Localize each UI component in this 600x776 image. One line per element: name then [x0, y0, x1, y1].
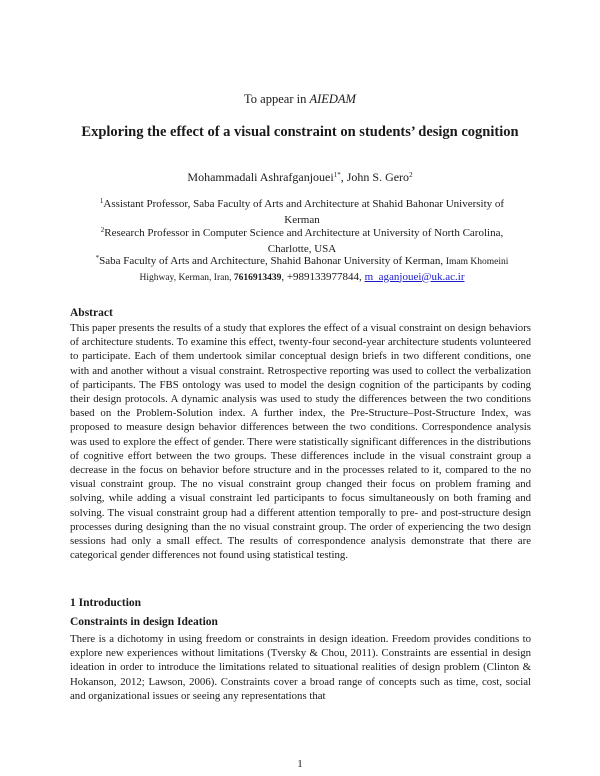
abstract-body: This paper presents the results of a study that explores the effect of a visual constraint on design behaviors of architecture students. To examine this effect, twenty-four second-year architecture students volunteered to participate. Each of them undertook similar conceptual design briefs in two different conditions, one with and another without a visual constraint. Retrospective reporting was used to collect the verbalization of participants. The FBS ontology was used to model the design cognition of the participants by coding their design protocols. A dynamic analysis was used to study the differences between the two conditions based on the Problem-Solution index. A further index, the Pre-Structure–Post-Structure Index, was proposed to measure design behavior differences between the two conditions. Correspondence analysis was used to explore the effect of gender. There were statistically significant differences in the distributions of cognitive effort between the two groups. These differences include in the visual constraint group a decrease in the focus on behavior before structure and in the processes related to it, compared to the no visual constraint group. The no visual constraint group changed their focus on problem framing and solving, while adding a visual constraint led participants to focus simultaneously on both framing and solving. The visual constraint group had a different attention temporally to pre- and post-structure design processes during designing than the no visual constraint group. The order of experiencing the two design sessions had only a small effect. The results of correspondence analysis demonstrate that there are categorical gender differences not found using statistical testing.: [70, 322, 531, 562]
author-1: Mohammadali Ashrafganjouei: [187, 170, 334, 184]
author-separator: ,: [340, 170, 347, 184]
venue-name: AIEDAM: [309, 92, 356, 106]
author-1-mark: 1*: [333, 171, 341, 179]
affiliation-1-mark: 1: [99, 197, 104, 205]
affiliation-2-mark: 2: [100, 226, 105, 234]
introduction-heading: 1 Introduction: [70, 597, 142, 609]
appear-notice: [0, 92, 600, 107]
author-line: [0, 170, 600, 185]
affiliation-2: [82, 226, 522, 256]
affiliation-3-phone: , +989133977844,: [281, 270, 365, 283]
affiliation-1: [82, 197, 522, 227]
paper-title: Exploring the effect of a visual constraint on students’ design cognition: [81, 124, 519, 140]
page-number: 1: [297, 758, 303, 770]
introduction-body: There is a dichotomy in using freedom or constraints in design ideation. Freedom provides conditions to explore new experiences without limitations (Tversky & Chou, 2011). Constraints are essential in design ideation in order to introduce the limitations related to situational realities of design problem (Clinton & Hokanson, 2012; Lawson, 2006). Constraints cover a broad range of concepts such as time, cost, social and organizational issues or seeing any representations that: [70, 633, 531, 702]
author-2-mark: 2: [409, 171, 413, 179]
affiliation-2-text: Research Professor in Computer Science and Architecture at University of North Carolina, Charlotte, USA: [104, 227, 504, 255]
affiliation-3-postal: 7616913439: [233, 272, 282, 283]
constraints-subheading: Constraints in design Ideation: [70, 616, 218, 628]
affiliation-3-street: Imam Khomeini Highway, Kerman, Iran,: [139, 257, 509, 283]
appear-prefix: To appear in: [244, 92, 310, 106]
affiliation-3-mark: *: [95, 254, 100, 262]
affiliation-3: [82, 254, 522, 285]
contact-email-link[interactable]: m_aganjouei@uk.ac.ir: [364, 270, 465, 283]
author-2: John S. Gero: [346, 170, 410, 184]
abstract-heading: Abstract: [70, 307, 113, 319]
affiliation-3-text: Saba Faculty of Arts and Architecture, Shahid Bahonar University of Kerman,: [99, 255, 446, 267]
affiliation-1-text: Assistant Professor, Saba Faculty of Arts and Architecture at Shahid Bahonar University of Kerman: [103, 198, 505, 226]
